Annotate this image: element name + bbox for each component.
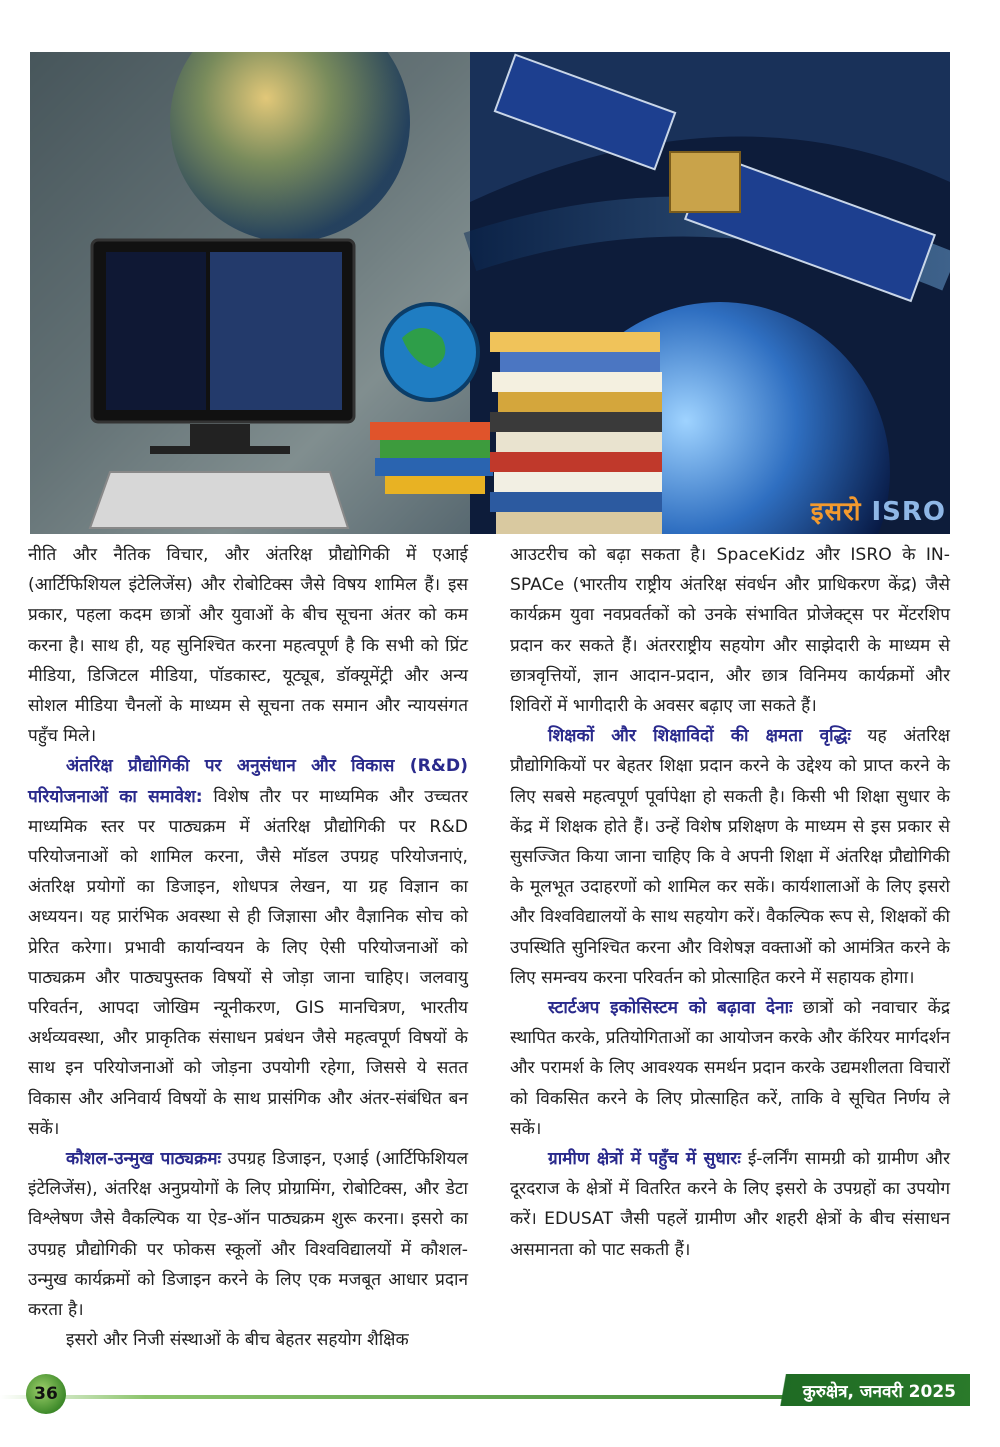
left-paragraph-3-body: उपग्रह डिजाइन, एआई (आर्टिफिशियल इंटेलिजेंस), अंतरिक्ष अनुप्रयोगों के लिए प्रोग्रामिंग, रोबोटिक्स, और डेटा विश्लेषण जैसे वैकल्पिक या ऐड-ऑन पाठ्यक्रम शुरू करना। इसरो का उपग्रह प्रौद्योगिकी पर फोकस स्कूलों और विश्वविद्यालयों में कौशल-उन्मुख कार्यक्रमों को डिजाइन करने के लिए एक मजबूत आधार प्रदान करता है। — [28, 1149, 469, 1321]
left-paragraph-3 — [28, 1144, 468, 1325]
isro-logo-english: ISRO — [871, 497, 946, 527]
heading-rd-projects: अंतरिक्ष प्रौद्योगिकी पर अनुसंधान और विकास (R&D) परियोजनाओं का समावेश: — [28, 756, 468, 807]
heading-skill-courses: कौशल-उन्मुख पाठ्यक्रमः — [66, 1149, 222, 1170]
left-paragraph-2-body: विशेष तौर पर माध्यमिक और उच्चतर माध्यमिक स्तर पर पाठ्यक्रम में अंतरिक्ष प्रौद्योगिकी पर R&D परियोजनाओं को शामिल करना, जैसे मॉडल उपग्रह परियोजनाएं, अंतरिक्ष प्रयोगों का डिजाइन, शोधपत्र लेखन, या ग्रह विज्ञान का अध्ययन। यह प्रारंभिक अवस्था से ही जिज्ञासा और वैज्ञानिक सोच को प्रेरित करेगा। प्रभावी कार्यान्वयन के लिए ऐसी परियोजनाओं को पाठ्यक्रम और पाठ्यपुस्तक विषयों से जोड़ा जाना चाहिए। जलवायु परिवर्तन, आपदा जोखिम न्यूनीकरण, GIS मानचित्रण, भारतीय अर्थव्यवस्था, और प्राकृतिक संसाधन प्रबंधन जैसे महत्वपूर्ण विषयों के साथ इन परियोजनाओं को जोड़ना उपयोगी रहेगा, जिससे ये सतत विकास और अनिवार्य विषयों के साथ प्रासंगिक और अंतर-संबंधित बन सकें। — [28, 786, 468, 1139]
heading-teacher-capacity: शिक्षकों और शिक्षाविदों की क्षमता वृद्धिः — [548, 726, 851, 747]
left-paragraph-1: नीति और नैतिक विचार, और अंतरिक्ष प्रौद्योगिकी में एआई (आर्टिफिशियल इंटेलिजेंस) और रोबोटिक्स जैसे विषय शामिल हैं। इस प्रकार, पहला कदम छात्रों और युवाओं के बीच सूचना अंतर को कम करना है। साथ ही, यह सुनिश्चित करना महत्वपूर्ण है कि सभी को प्रिंट मीडिया, डिजिटल मीडिया, पॉडकास्ट, यूट्यूब, डॉक्यूमेंट्री और अन्य सोशल मीडिया चैनलों के माध्यम से सूचना तक समान और न्यायसंगत पहुँच मिले। — [28, 545, 468, 747]
isro-logo — [811, 492, 946, 528]
hero-illustration — [30, 52, 950, 534]
left-column — [28, 540, 468, 1355]
magazine-masthead: कुरुक्षेत्र, जनवरी 2025 — [757, 1374, 970, 1406]
space-collage — [30, 52, 950, 534]
heading-startup-ecosystem: स्टार्टअप इकोसिस्टम को बढ़ावा देनाः — [548, 998, 793, 1019]
right-paragraph-4-body: ई-लर्निंग सामग्री को ग्रामीण और दूरदराज के क्षेत्रों में वितरित करने के लिए इसरो के उपग्रहों का उपयोग करें। EDUSAT जैसी पहलें ग्रामीण और शहरी क्षेत्रों के बीच संसाधन असमानता को पाट सकती हैं। — [510, 1149, 950, 1260]
right-paragraph-3 — [510, 993, 950, 1144]
right-paragraph-3-body: छात्रों को नवाचार केंद्र स्थापित करके, प्रतियोगिताओं का आयोजन करके और कॅरियर मार्गदर्शन और परामर्श के लिए आवश्यक समर्थन प्रदान करके उद्यमशीलता विचारों को विकसित करने के लिए प्रोत्साहित करें, ताकि वे सूचित निर्णय ले सकें। — [510, 998, 950, 1139]
right-paragraph-2 — [510, 721, 950, 993]
right-paragraph-1: आउटरीच को बढ़ा सकता है। SpaceKidz और ISRO के IN-SPACe (भारतीय राष्ट्रीय अंतरिक्ष संवर्धन और प्राधिकरण केंद्र) जैसे कार्यक्रम युवा नवप्रवर्तकों को उनके संभावित प्रोजेक्ट्स पर मेंटरशिप प्रदान कर सकते हैं। अंतरराष्ट्रीय सहयोग और साझेदारी के माध्यम से छात्रवृत्तियों, ज्ञान आदान-प्रदान, और छात्र विनिमय कार्यक्रमों और शिविरों में भागीदारी के अवसर बढ़ाए जा सकते हैं। — [510, 545, 950, 717]
left-paragraph-4: इसरो और निजी संस्थाओं के बीच बेहतर सहयोग शैक्षिक — [66, 1330, 409, 1351]
page-number: 36 — [26, 1374, 66, 1414]
right-paragraph-2-body: यह अंतरिक्ष प्रौद्योगिकियों पर बेहतर शिक्षा प्रदान करने के उद्देश्य को प्राप्त करने के लिए सबसे महत्वपूर्ण पूर्वापेक्षा हो सकती है। किसी भी शिक्षा सुधार के केंद्र में शिक्षक होते हैं। उन्हें विशेष प्रशिक्षण के माध्यम से इस प्रकार से सुसज्जित किया जाना चाहिए कि वे अपनी शिक्षा में अंतरिक्ष प्रौद्योगिकी के मूलभूत उदाहरणों को शामिल कर सकें। कार्यशालाओं के लिए इसरो और विश्वविद्यालयों के साथ सहयोग करें। वैकल्पिक रूप से, शिक्षकों की उपस्थिति सुनिश्चित करना और विशेषज्ञ वक्ताओं को आमंत्रित करने के लिए समन्वय करना परिवर्तन को प्रोत्साहित करने में सहायक होगा। — [510, 726, 950, 988]
left-paragraph-2 — [28, 751, 468, 1144]
isro-logo-hindi: इसरो — [810, 497, 862, 527]
heading-rural-access: ग्रामीण क्षेत्रों में पहुँच में सुधारः — [548, 1149, 741, 1170]
monitor-icon — [92, 240, 354, 454]
keyboard-icon — [90, 472, 348, 528]
right-paragraph-4 — [510, 1144, 950, 1265]
right-column — [510, 540, 950, 1265]
